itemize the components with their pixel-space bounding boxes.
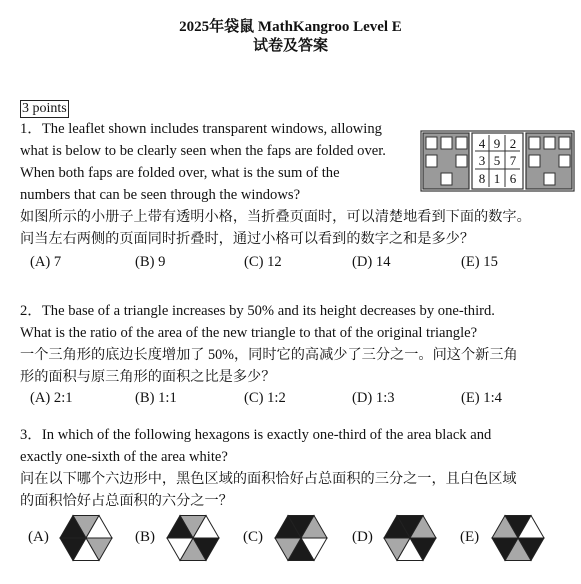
q3-line: 问在以下哪个六边形中，黑色区域的面积恰好占总面积的三分之一，且白色区域 [20,471,517,487]
q3-line: 的面积恰好占总面积的六分之一？ [20,493,233,509]
q2-option-c[interactable]: (C) 1:2 [244,390,286,406]
hexagon-d [382,510,438,566]
q2-option-e[interactable]: (E) 1:4 [461,390,502,406]
q1-line: what is below to be clearly seen when the faps are folded over. [20,143,386,159]
q2-line: 形的面积与原三角形的面积之比是多少？ [20,369,276,385]
q2-option-d[interactable]: (D) 1:3 [352,390,395,406]
q3-option-a[interactable] [28,508,118,568]
q1-line: numbers that can be seen through the windows? [20,187,301,203]
hexagon-a [58,510,114,566]
q3-option-label: (A) [28,529,49,545]
digit: 7 [509,153,517,168]
hexagon-e [490,510,546,566]
q3-option-label: (D) [352,529,373,545]
q2-option-b[interactable]: (B) 1:1 [135,390,177,406]
q1-option-d[interactable]: (D) 14 [352,254,391,270]
page-title: 2025年袋鼠 MathKangroo Level E [179,19,402,35]
q3-option-e[interactable] [460,508,560,568]
q1-line: 问当左右两侧的页面同时折叠时，通过小格可以看到的数字之和是多少？ [20,231,475,247]
q2-line: 一个三角形的底边长度增加了 50%，同时它的高减少了三分之一。问这个新三角 [20,347,518,363]
digit: 5 [493,153,501,168]
q1-option-e[interactable]: (E) 15 [461,254,498,270]
digit: 6 [509,171,517,186]
digit: 9 [493,136,501,151]
q1-option-a[interactable]: (A) 7 [30,254,62,270]
q3-option-b[interactable] [135,508,225,568]
q3-option-d[interactable] [352,508,447,568]
digit: 2 [509,136,517,151]
q2-options [0,388,581,408]
q2-option-a[interactable]: (A) 2:1 [30,390,73,406]
points-label: 3 points [22,101,67,116]
leaflet-figure [420,128,576,194]
q1-line: 如图所示的小册子上带有透明小格，当折叠页面时，可以清楚地看到下面的数字。 [20,209,531,225]
hexagon-b [165,510,221,566]
q3-option-label: (B) [135,529,155,545]
q3-line: 3．In which of the following hexagons is exactly one-third of the area black and [20,427,492,443]
q3-option-label: (E) [460,529,480,545]
hexagon-options [0,508,581,568]
q1-option-b[interactable]: (B) 9 [135,254,166,270]
hexagon-c [273,510,329,566]
digit: 8 [478,171,486,186]
q2-line: What is the ratio of the area of the new triangle to that of the original triangle? [20,325,478,341]
q3-line: exactly one-sixth of the area white? [20,449,228,465]
page-subtitle: 试卷及答案 [252,38,328,54]
q3-option-label: (C) [243,529,263,545]
q1-options [0,252,581,272]
q1-option-c[interactable]: (C) 12 [244,254,282,270]
q3-option-c[interactable] [243,508,338,568]
digit: 4 [478,136,486,151]
q1-line: 1．The leaflet shown includes transparent windows, allowing [20,121,382,137]
q2-line: 2．The base of a triangle increases by 50% and its height decreases by one-third. [20,303,495,319]
digit: 1 [493,171,501,186]
digit: 3 [478,153,486,168]
q1-line: When both faps are folded over, what is the sum of the [20,165,340,181]
